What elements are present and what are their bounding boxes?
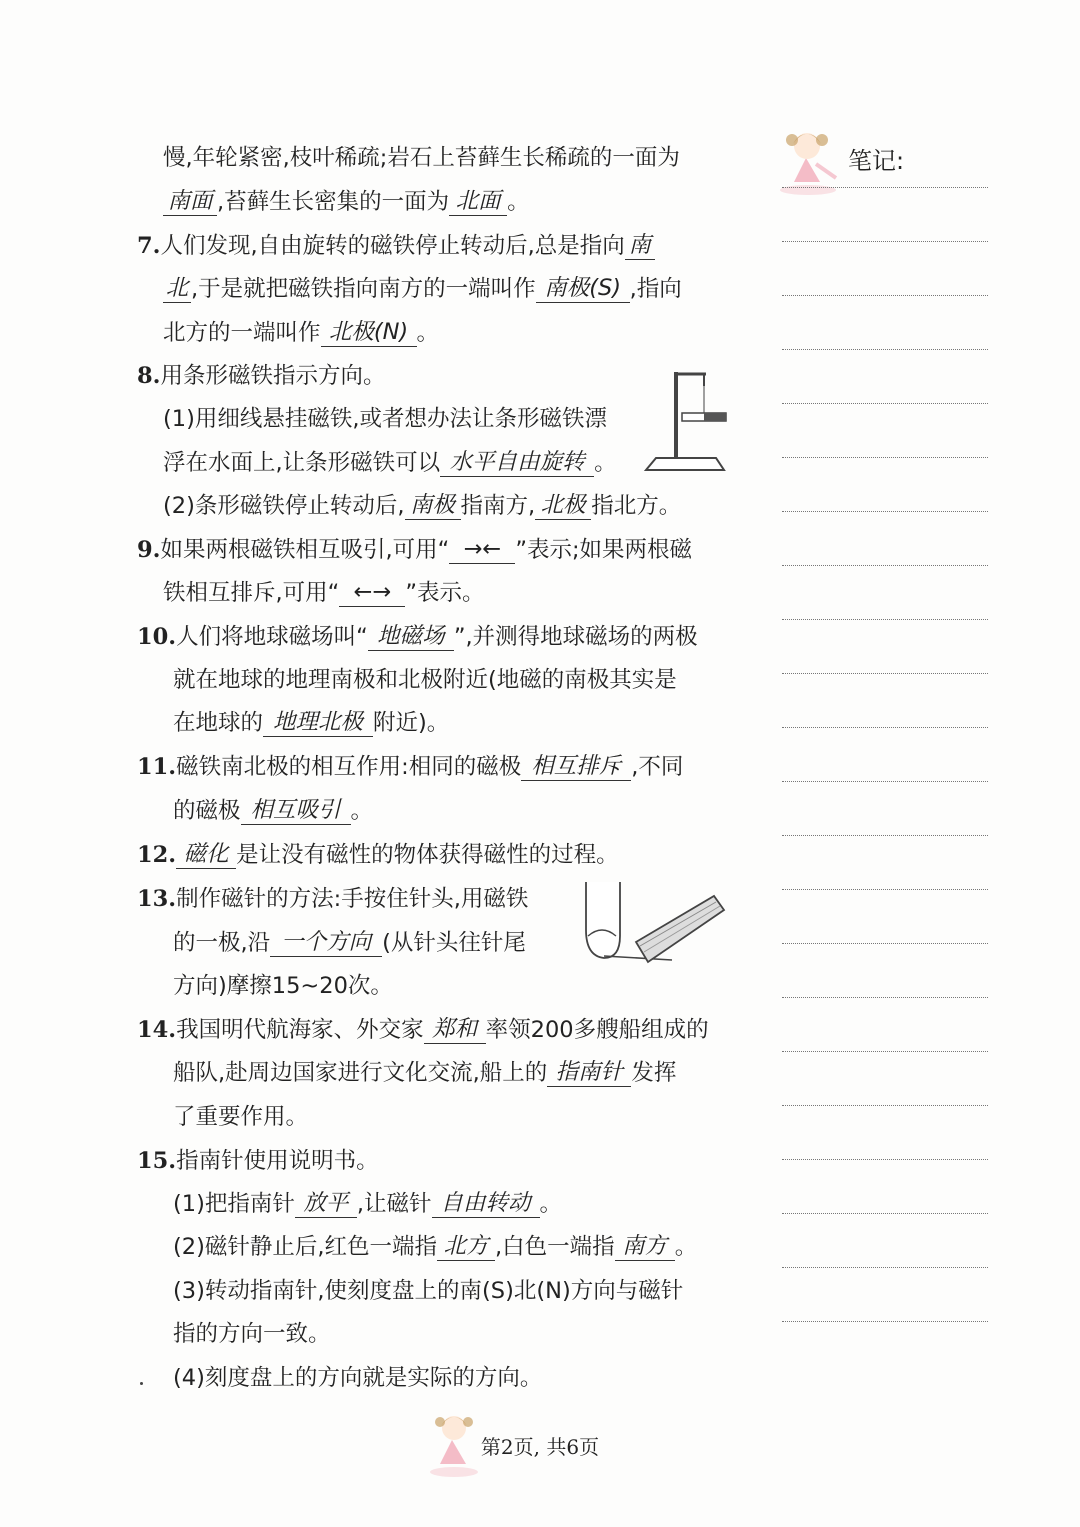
answer-blank: 南 [625, 231, 655, 260]
question-15-part-2: (2)磁针静止后,红色一端指 北方 ,白色一端指 南方 。 [173, 1233, 698, 1260]
note-line [782, 295, 988, 296]
note-line [782, 943, 988, 944]
question-7-line-2: 北 ,于是就把磁铁指向南方的一端叫作 南极(S) ,指向 [163, 274, 682, 304]
answer-blank: 磁化 [176, 840, 236, 869]
question-11-line-1: 11.磁铁南北极的相互作用:相同的磁极 相互排斥 ,不同 [137, 753, 684, 780]
answer-blank: 自由转动 [432, 1189, 540, 1218]
intro-line-2: 南面 ,苔藓生长密集的一面为 北面 。 [163, 187, 530, 217]
intro-line-1: 慢,年轮紧密,枝叶稀疏;岩石上苔藓生长稀疏的一面为 [163, 145, 680, 171]
question-10-line-1: 10.人们将地球磁场叫“ 地磁场 ”,并测得地球磁场的两极 [137, 623, 698, 650]
magnetizing-needle-illustration [574, 880, 730, 972]
note-line [782, 403, 988, 404]
note-line [782, 241, 988, 242]
question-number: 15. [137, 1148, 177, 1174]
question-10-line-3: 在地球的 地理北极 附近)。 [173, 709, 450, 736]
answer-blank: 北极 [535, 491, 591, 520]
answer-blank: 水平自由旋转 [440, 448, 594, 477]
question-11-line-2: 的磁极 相互吸引 。 [173, 797, 374, 824]
question-13-line-1: 13.制作磁针的方法:手按住针头,用磁铁 [137, 886, 529, 912]
answer-blank: ←→ [339, 578, 405, 607]
question-15-title: 15.指南针使用说明书。 [137, 1148, 379, 1174]
question-9-line-2: 铁相互排斥,可用“ ←→ ”表示。 [163, 579, 485, 606]
question-14-line-2: 船队,赴周边国家进行文化交流,船上的 指南针 发挥 [173, 1059, 677, 1086]
question-8-part-1-line-2: 浮在水面上,让条形磁铁可以 水平自由旋转 。 [163, 449, 617, 476]
answer-blank: 南极 [405, 491, 461, 520]
answer-blank: 相互排斥 [521, 752, 631, 781]
note-line [782, 457, 988, 458]
note-line [782, 1051, 988, 1052]
question-8-part-1-line-1: (1)用细线悬挂磁铁,或者想办法让条形磁铁漂 [163, 406, 608, 432]
note-line [782, 349, 988, 350]
note-line [782, 511, 988, 512]
notes-title: 笔记: [848, 147, 905, 175]
question-15-part-3-line-2: 指的方向一致。 [173, 1321, 331, 1347]
answer-blank: 北极(N) [321, 318, 417, 347]
note-line [782, 187, 988, 188]
question-number: 9. [137, 537, 161, 563]
answer-blank: →← [449, 535, 515, 564]
question-number: 13. [137, 886, 177, 912]
question-15-part-3-line-1: (3)转动指南针,使刻度盘上的南(S)北(N)方向与磁针 [173, 1278, 684, 1304]
note-line [782, 1267, 988, 1268]
note-line [782, 781, 988, 782]
answer-blank: 北面 [449, 187, 507, 216]
question-number: 8. [137, 363, 161, 389]
note-line [782, 1159, 988, 1160]
note-line [782, 997, 988, 998]
question-number: 7. [137, 233, 161, 259]
question-15-part-4: (4)刻度盘上的方向就是实际的方向。 [173, 1365, 543, 1391]
question-15-part-1: (1)把指南针 放平 ,让磁针 自由转动 。 [173, 1190, 563, 1217]
answer-blank: 北方 [437, 1232, 495, 1261]
question-14-line-3: 了重要作用。 [173, 1104, 309, 1130]
answer-blank: 指南针 [547, 1058, 631, 1087]
girl-mascot-icon [776, 120, 846, 196]
note-line [782, 565, 988, 566]
answer-blank: 郑和 [424, 1015, 486, 1044]
answer-blank: 放平 [295, 1189, 357, 1218]
note-line [782, 1105, 988, 1106]
note-line [782, 835, 988, 836]
question-8-part-2: (2)条形磁铁停止转动后, 南极 指南方, 北极 指北方。 [163, 492, 682, 519]
note-line [782, 1213, 988, 1214]
answer-blank: 地磁场 [368, 622, 454, 651]
answer-blank: 南极(S) [536, 274, 630, 303]
note-line [782, 727, 988, 728]
question-7-line-1: 7.人们发现,自由旋转的磁铁停止转动后,总是指向 南 [137, 231, 655, 261]
note-line [782, 1321, 988, 1322]
note-line [782, 673, 988, 674]
answer-blank: 南方 [615, 1232, 675, 1261]
answer-blank: 相互吸引 [241, 796, 351, 825]
answer-blank: 一个方向 [270, 928, 382, 957]
answer-blank: 南面 [163, 187, 217, 216]
note-line [782, 889, 988, 890]
question-14-line-1: 14.我国明代航海家、外交家 郑和 率领200多艘船组成的 [137, 1016, 709, 1043]
question-12: 12. 磁化 是让没有磁性的物体获得磁性的过程。 [137, 841, 619, 868]
question-number: 11. [137, 754, 177, 780]
answer-blank: 地理北极 [263, 708, 373, 737]
question-number: 14. [137, 1017, 177, 1043]
question-number: 10. [137, 624, 177, 650]
question-8-title: 8.用条形磁铁指示方向。 [137, 363, 386, 389]
question-7-line-3: 北方的一端叫作 北极(N) 。 [163, 319, 440, 346]
suspended-magnet-stand-illustration [640, 366, 730, 476]
margin-dot [140, 1382, 143, 1385]
page-number: 第2页, 共6页 [480, 1435, 600, 1459]
question-10-line-2: 就在地球的地理南极和北极附近(地磁的南极其实是 [173, 667, 677, 693]
question-9-line-1: 9.如果两根磁铁相互吸引,可用“ →← ”表示;如果两根磁 [137, 536, 693, 563]
answer-blank: 北 [163, 274, 191, 303]
question-number: 12. [137, 842, 177, 868]
question-13-line-2: 的一极,沿 一个方向 (从针头往针尾 [173, 929, 526, 956]
note-line [782, 619, 988, 620]
question-13-line-3: 方向)摩擦15~20次。 [173, 973, 393, 999]
